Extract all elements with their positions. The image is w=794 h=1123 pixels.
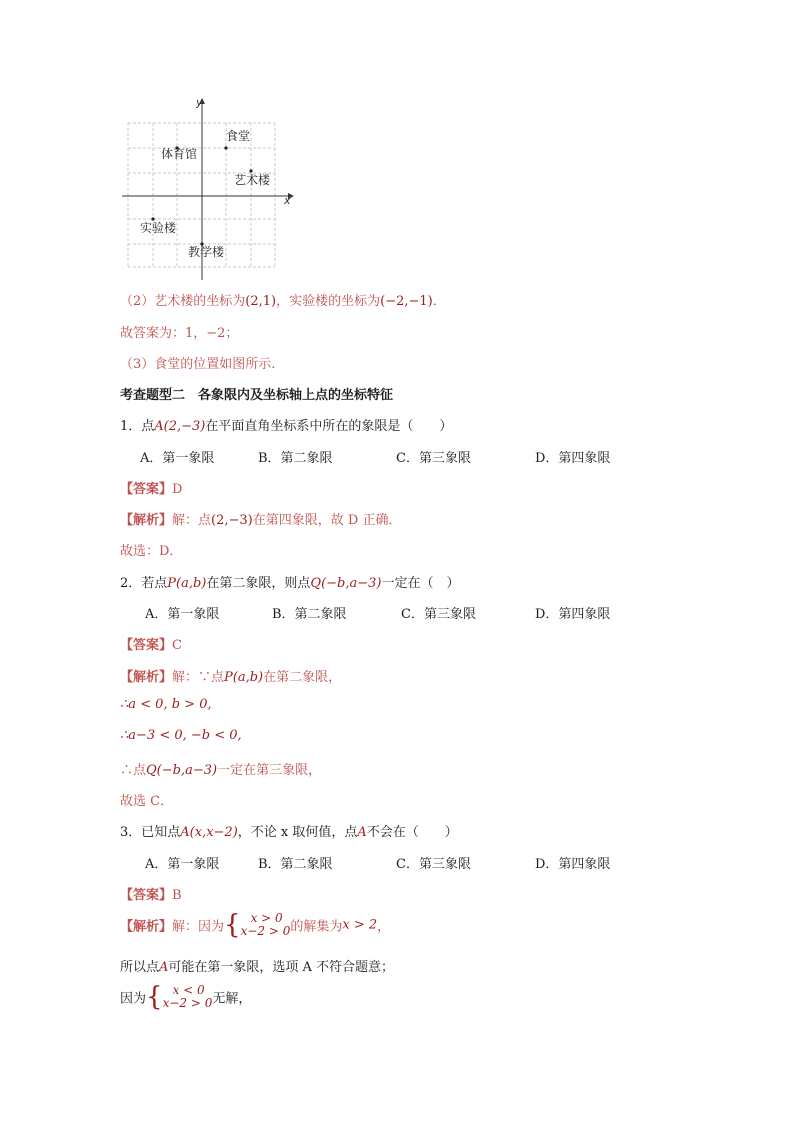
q2-analysis-line4: ∴点Q(−b,a−3)一定在第三象限， (120, 763, 322, 778)
q2-stem: 2．若点P(a,b)在第二象限，则点Q(−b,a−3)一定在（ ） (120, 576, 460, 591)
q2-analysis-line2: ∴a < 0, b > 0, (120, 697, 212, 712)
x-axis-label: x (284, 194, 291, 207)
label-art: 艺术楼 (234, 173, 271, 187)
q2-analysis-line3: ∴a−3 < 0, −b < 0, (120, 728, 242, 743)
system-brace: { (146, 982, 163, 1012)
q2-answer: 【答案】C (120, 638, 182, 653)
q1-stem: 1．点A(2,−3)在平面直角坐标系中所在的象限是（ ） (120, 419, 453, 434)
q2-option-c: C．第三象限 (401, 607, 476, 622)
q1-option-c: C．第三象限 (396, 451, 471, 466)
part3-line: （3）食堂的位置如图所示． (120, 357, 285, 372)
label-gym: 体育馆 (161, 147, 198, 161)
label-canteen: 食堂 (226, 129, 251, 143)
q2-conclusion: 故选 C． (120, 794, 174, 809)
q3-stem: 3．已知点A(x,x−2)，不论 x 取何值，点A不会在（ ） (120, 825, 458, 840)
q3-option-a: A．第一象限 (145, 857, 220, 872)
q1-conclusion: 故选：D． (120, 544, 183, 559)
label-teaching: 教学楼 (188, 245, 225, 259)
label-lab: 实验楼 (140, 221, 177, 235)
q1-answer: 【答案】D (120, 482, 183, 497)
q1-option-d: D．第四象限 (535, 451, 611, 466)
section-title: 考查题型二 各象限内及坐标轴上点的坐标特征 (120, 388, 394, 403)
q1-option-a: A．第一象限 (140, 451, 215, 466)
q2-option-b: B．第二象限 (272, 607, 347, 622)
y-axis-label: y (196, 96, 203, 109)
q3-option-c: C．第三象限 (396, 857, 471, 872)
q3-analysis-line2: 所以点A可能在第一象限，选项 A 不符合题意； (120, 960, 395, 975)
q3-option-d: D．第四象限 (535, 857, 611, 872)
point-canteen (224, 146, 227, 149)
answer-line: 故答案为：1，−2； (120, 326, 239, 341)
system-brace: { (224, 910, 241, 940)
q2-option-a: A．第一象限 (145, 607, 220, 622)
part2-line: （2）艺术楼的坐标为(2,1)，实验楼的坐标为(−2,−1)． (120, 294, 446, 309)
q1-option-b: B．第二象限 (258, 451, 333, 466)
inequality-system-1: x > 0 x−2 > 0 (240, 911, 291, 938)
q2-option-d: D．第四象限 (535, 607, 611, 622)
q3-option-b: B．第二象限 (258, 857, 333, 872)
coordinate-figure (118, 92, 298, 282)
q2-analysis-line1: 【解析】解：∵点P(a,b)在第二象限， (120, 670, 342, 685)
inequality-system-2: x < 0 x−2 > 0 (162, 983, 213, 1010)
q1-analysis: 【解析】解：点(2,−3)在第四象限，故 D 正确． (120, 513, 402, 528)
q3-analysis-line3: 因为{ x < 0 x−2 > 0 无解， (120, 982, 252, 1012)
q3-analysis-line1: 【解析】解：因为{ x > 0 x−2 > 0 的解集为x > 2， (120, 910, 391, 940)
q3-answer: 【答案】B (120, 888, 182, 903)
